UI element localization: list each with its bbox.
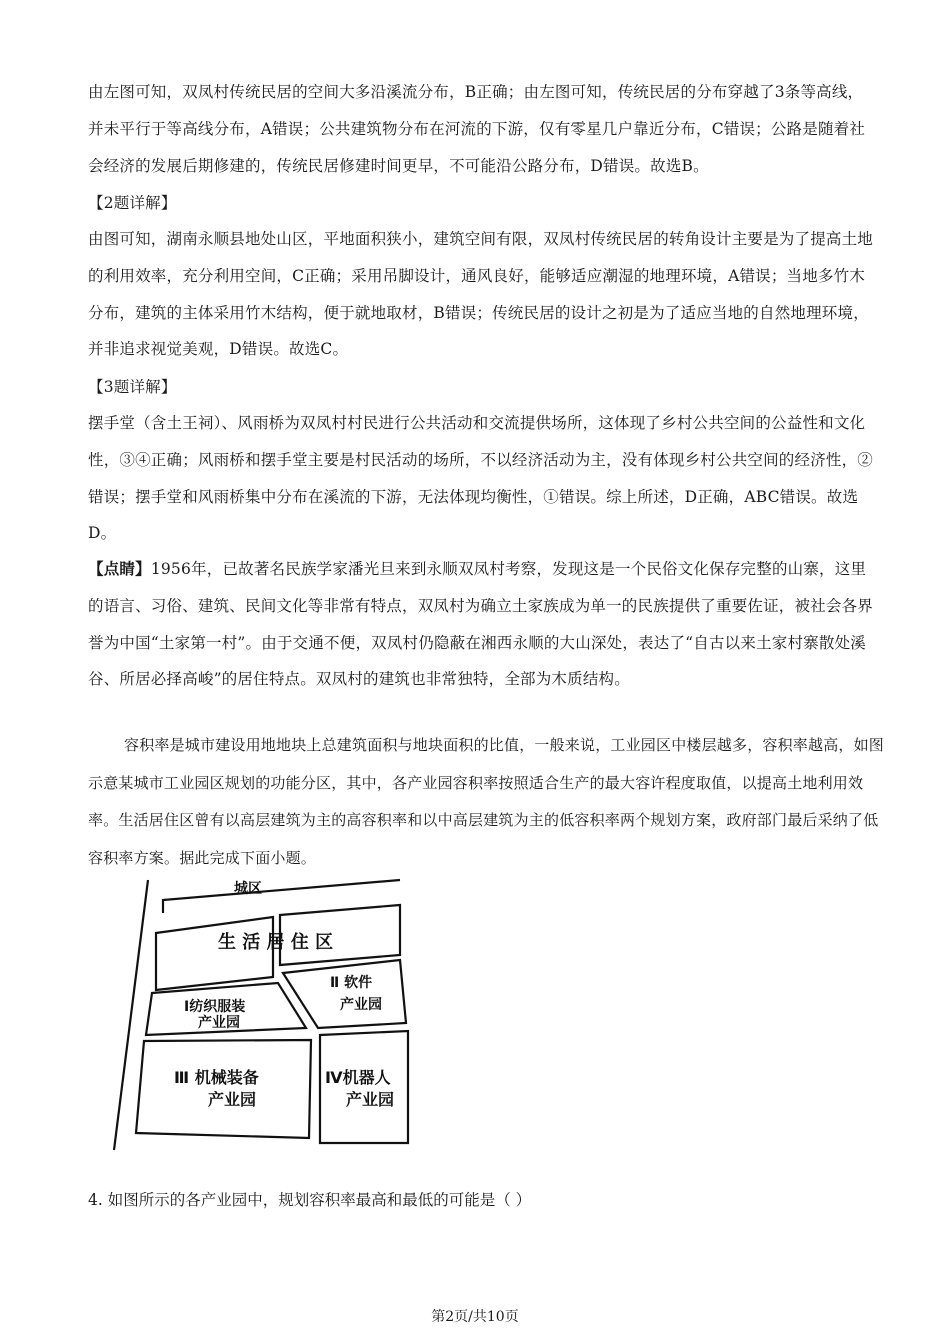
tip-paragraph	[88, 551, 878, 698]
zone-4-label-a: Ⅳ机器人	[325, 1068, 391, 1087]
map-svg	[108, 875, 428, 1155]
zone-1-label-b: 产业园	[198, 1015, 240, 1031]
zone-4-label-b: 产业园	[346, 1090, 395, 1109]
section-heading-q2: 【2题详解】	[88, 194, 177, 212]
question-intro: 容积率是城市建设用地地块上总建筑面积与地块面积的比值，一般来说，工业园区中楼层越多，容积率越高，如图示意某城市工业园区规划的功能分区，其中，各产业园容积率按照适合生产的最大容许程度取值，以提高土地利用效率。生活居住区曾有以高层建筑为主的高容积率和以中高层建筑为主的低容积率两个规划方案，政府部门最后采纳了低容积率方案。据此完成下面小题。	[88, 736, 885, 867]
page-footer: 第2页/共10页	[431, 1309, 519, 1325]
living-area-label: 生 活 居 住 区	[218, 932, 334, 953]
zone-3-outline	[136, 1040, 311, 1138]
answer-paragraph-2: 由图可知，湖南永顺县地处山区，平地面积狭小，建筑空间有限，双凤村传统民居的转角设计主要是为了提高土地的利用效率，充分利用空间，C正确；采用吊脚设计，通风良好，能够适应潮湿的地理环境，A错误；当地多竹木分布，建筑的主体采用竹木结构，便于就地取材，B错误；传统民居的设计之初是为了适应当地的自然地理环境，并非追求视觉美观，D错误。故选C。	[88, 230, 874, 359]
living-area-left	[156, 917, 273, 990]
zone-2-outline	[283, 960, 406, 1028]
road-left	[114, 880, 148, 1150]
zone-3-label-b: 产业园	[208, 1090, 257, 1109]
section-heading-q3: 【3题详解】	[88, 378, 177, 396]
answer-paragraph-1: 由左图可知，双凤村传统民居的空间大多沿溪流分布，B正确；由左图可知，传统民居的分布穿越了3条等高线，并未平行于等高线分布，A错误；公共建筑物分布在河流的下游，仅有零星几户靠近分布，C错误；公路是随着社会经济的发展后期修建的，传统民居修建时间更早，不可能沿公路分布，D错误。故选B。	[88, 83, 866, 175]
industrial-park-map	[108, 875, 428, 1155]
tip-text: 1956年，已故著名民族学家潘光旦来到永顺双凤村考察，发现这是一个民俗文化保存完整的山寨，这里的语言、习俗、建筑、民间文化等非常有特点，双凤村为确立土家族成为单一的民族提供了重要佐证，被社会各界誉为中国“土家第一村”。由于交通不便，双凤村仍隐蔽在湘西永顺的大山深处，表达了“自古以来土家村寨散处溪谷、所居必择高峻”的居住特点。双凤村的建筑也非常独特，全部为木质结构。	[88, 560, 874, 689]
answer-paragraph-3: 摆手堂（含土王祠）、风雨桥为双凤村村民进行公共活动和交流提供场所，这体现了乡村公共空间的公益性和文化性，③④正确；风雨桥和摆手堂主要是村民活动的场所，不以经济活动为主，没有体现乡村公共空间的经济性，②错误；摆手堂和风雨桥集中分布在溪流的下游，无法体现均衡性，①错误。综上所述，D正确，ABC错误。故选D。	[88, 414, 874, 543]
zone-3-label-a: Ⅲ 机械装备	[174, 1068, 259, 1087]
zone-2-label-a: Ⅱ 软件	[330, 975, 373, 991]
tip-label: 【点睛】	[88, 559, 151, 578]
city-label: 城区	[234, 881, 262, 897]
zone-2-label-b: 产业园	[340, 997, 382, 1013]
question-4: 4. 如图所示的各产业园中，规划容积率最高和最低的可能是（ ）	[88, 1191, 532, 1209]
zone-4-outline	[320, 1031, 408, 1143]
zone-1-label-a: Ⅰ纺织服装	[184, 999, 246, 1015]
